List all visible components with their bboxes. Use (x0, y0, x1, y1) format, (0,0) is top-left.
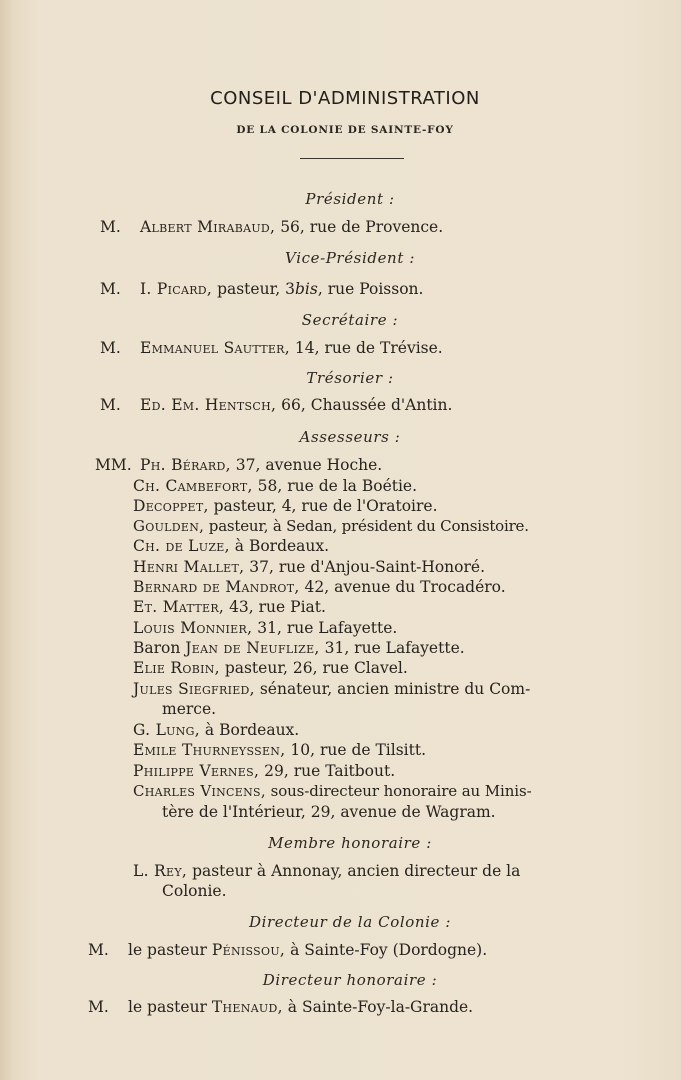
directeur-name: Pénissou, (211, 941, 286, 959)
assesseur-item (133, 762, 395, 780)
assesseur-detail: 43, rue Piat. (224, 598, 326, 616)
secretaire-name: Emmanuel Sautter, (140, 339, 290, 357)
assesseur-name: Ch. Cambefort, (133, 477, 253, 495)
directeur-detail: à Sainte-Foy (Dordogne). (285, 941, 488, 959)
secretaire-prefix: M. (100, 339, 121, 357)
assesseur-name: Decoppet, (133, 497, 209, 515)
assesseur-name: Et. Matter, (133, 598, 225, 616)
assesseur-item (133, 721, 299, 739)
assesseur-detail: 58, rue de la Boétie. (252, 477, 418, 495)
assesseur-name: G. Lung, (133, 721, 200, 739)
assesseur-detail: pasteur, 4, rue de l'Oratoire. (208, 497, 438, 515)
secretaire-address: 14, rue de Trévise. (290, 339, 443, 357)
assesseur-item (133, 741, 426, 759)
assesseur-item (133, 477, 417, 495)
assesseur-detail: sous-directeur honoraire au Minis- (265, 782, 532, 800)
heading-tresorier: Trésorier : (306, 369, 394, 387)
assesseur-name: Henri Mallet, (133, 558, 245, 576)
membre-honoraire-detail: pasteur à Annonay, ancien directeur de la (187, 862, 521, 880)
tresorier-name: Ed. Em. Hentsch, (140, 396, 277, 414)
secretaire-entry (140, 339, 443, 357)
vice-president-address: , rue Poisson. (317, 280, 424, 298)
assesseur-item (133, 517, 529, 535)
assesseur-detail: 42, avenue du Trocadéro. (299, 578, 506, 596)
assesseur-item (133, 639, 465, 657)
vice-president-name: I. Picard, (140, 280, 213, 298)
assesseur-name: Bernard de Mandrot, (133, 578, 300, 596)
assesseur-item (133, 537, 329, 555)
assesseur-item (140, 456, 382, 474)
directeur-prefix: M. (88, 941, 109, 959)
assesseur-name: Philippe Vernes, (133, 762, 260, 780)
assesseurs-prefix: MM. (95, 456, 132, 474)
directeur-honoraire-entry (128, 998, 473, 1016)
assesseur-name: Louis Monnier, (133, 619, 253, 637)
assesseur-detail: 31, rue Lafayette. (319, 639, 465, 657)
heading-directeur-honoraire: Directeur honoraire : (262, 971, 438, 989)
president-entry (140, 218, 443, 236)
heading-assesseurs: Assesseurs : (299, 428, 401, 446)
president-prefix: M. (100, 218, 121, 236)
assesseur-continuation: tère de l'Intérieur, 29, avenue de Wagram. (162, 803, 496, 821)
assesseur-detail: 10, rue de Tilsitt. (285, 741, 427, 759)
assesseur-name: Emile Thurneyssen, (133, 741, 286, 759)
tresorier-entry (140, 396, 452, 414)
assesseur-detail: 29, rue Taitbout. (259, 762, 396, 780)
president-name: Albert Mirabaud, (140, 218, 276, 236)
heading-secretaire: Secrétaire : (301, 311, 399, 329)
assesseur-continuation: merce. (162, 700, 217, 718)
assesseur-item (133, 680, 530, 698)
membre-honoraire-continuation: Colonie. (162, 882, 227, 900)
assesseur-name: Charles Vincens, (133, 782, 266, 800)
assesseur-detail: à Bordeaux. (200, 721, 300, 739)
assesseur-item (133, 659, 408, 677)
assesseur-name: Jules Siegfried, (133, 680, 255, 698)
assesseur-item (133, 497, 438, 515)
membre-honoraire-entry (133, 862, 520, 880)
assesseur-detail: 31, rue Lafayette. (252, 619, 398, 637)
tresorier-prefix: M. (100, 396, 121, 414)
directeur-honoraire-title: le pasteur (128, 998, 212, 1016)
assesseur-detail: pasteur, 26, rue Clavel. (219, 659, 408, 677)
assesseur-item (133, 558, 485, 576)
heading-president: Président : (305, 190, 395, 208)
assesseur-item (133, 598, 326, 616)
directeur-title: le pasteur (128, 941, 212, 959)
assesseur-detail: pasteur, à Sedan, président du Consistoire. (204, 517, 529, 535)
directeur-honoraire-prefix: M. (88, 998, 109, 1016)
membre-honoraire-name: L. Rey, (133, 862, 188, 880)
assesseur-item (133, 578, 506, 596)
vice-president-bis: bis (295, 280, 318, 298)
president-address: 56, rue de Provence. (275, 218, 444, 236)
assesseur-detail: 37, avenue Hoche. (230, 456, 383, 474)
assesseur-name: Elie Robin, (133, 659, 220, 677)
assesseur-name: Ch. de Luze, (133, 537, 230, 555)
tresorier-address: 66, Chaussée d'Antin. (276, 396, 453, 414)
assesseur-detail: à Bordeaux. (229, 537, 330, 555)
vice-president-role: pasteur, 3 (212, 280, 295, 298)
assesseur-detail: sénateur, ancien ministre du Com- (254, 680, 531, 698)
heading-vice-president: Vice-Président : (285, 249, 415, 267)
page-subtitle: DE LA COLONIE DE SAINTE-FOY (236, 124, 454, 136)
heading-directeur: Directeur de la Colonie : (248, 913, 452, 931)
assesseur-name: Goulden, (133, 517, 205, 535)
page-title: CONSEIL D'ADMINISTRATION (210, 88, 480, 109)
assesseur-item (133, 782, 532, 800)
assesseur-name: Jean de Neuflize, (185, 639, 320, 657)
directeur-entry (128, 941, 487, 959)
vice-president-entry (140, 280, 423, 298)
assesseur-title: Baron (133, 639, 186, 657)
title-divider (300, 158, 404, 159)
assesseur-name: Ph. Bérard, (140, 456, 231, 474)
heading-membre-honoraire: Membre honoraire : (268, 834, 432, 852)
vice-president-prefix: M. (100, 280, 121, 298)
assesseur-detail: 37, rue d'Anjou-Saint-Honoré. (244, 558, 486, 576)
directeur-honoraire-detail: à Sainte-Foy-la-Grande. (282, 998, 474, 1016)
directeur-honoraire-name: Thenaud, (211, 998, 283, 1016)
assesseur-item (133, 619, 397, 637)
